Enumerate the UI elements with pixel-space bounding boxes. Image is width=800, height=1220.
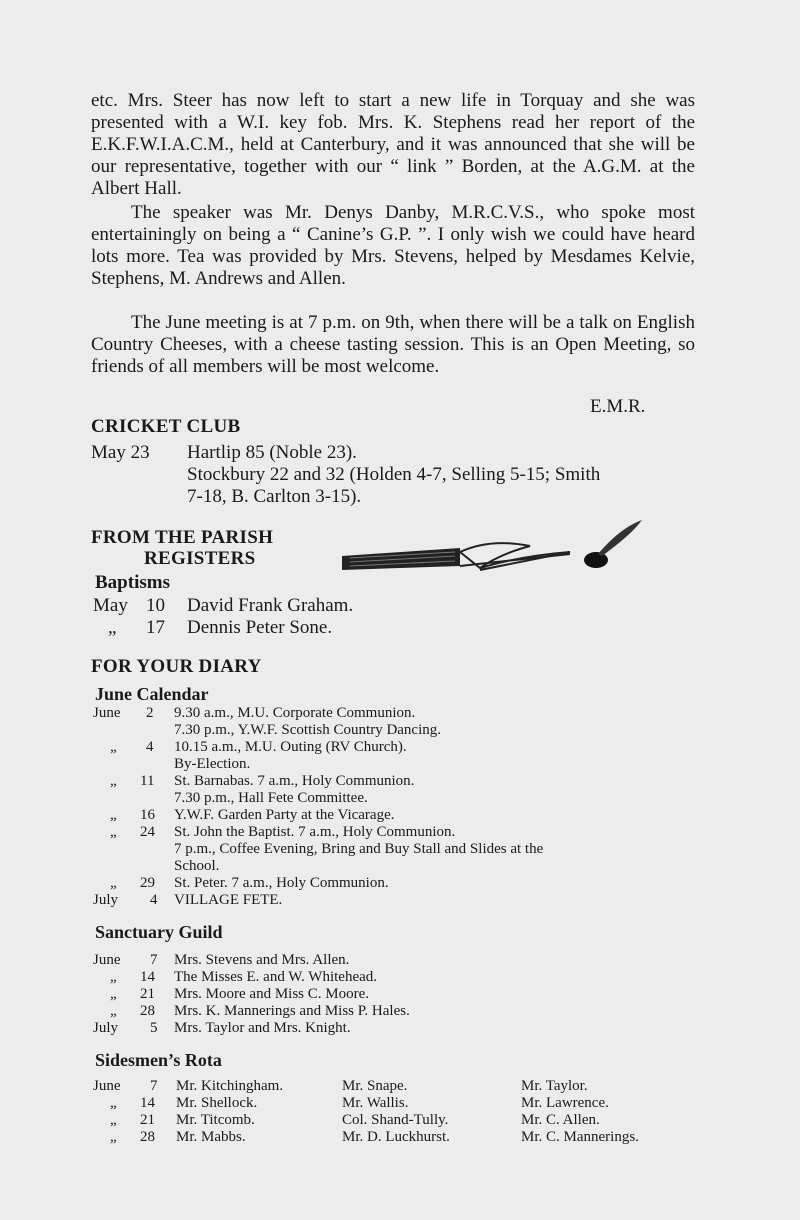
sidesmen-rota-heading: Sidesmen’s Rota: [95, 1050, 222, 1070]
guild-day: 28: [140, 1003, 155, 1019]
book-and-quill-icon: [340, 518, 650, 578]
registers-heading-2: REGISTERS: [144, 548, 256, 569]
guild-entry: Mrs. Stevens and Mrs. Allen.: [174, 952, 350, 968]
rota-month: „: [110, 1095, 117, 1111]
calendar-entry: 9.30 a.m., M.U. Corporate Communion.: [174, 705, 416, 721]
baptism-month: May: [93, 595, 128, 616]
guild-entry: Mrs. Taylor and Mrs. Knight.: [174, 1020, 351, 1036]
guild-entry: The Misses E. and W. Whitehead.: [174, 969, 378, 985]
intro-paragraph-1: etc. Mrs. Steer has now left to start a new life in Torquay and she was presented with a W.I. key fob. Mrs. K. Stephens read her report of the E.K.F.W.I.A.C.M., held at Canterbury, and it was announced that she will be our representative, together with our “ link ” Borden, at the A.G.M. at the Albert Hall.: [91, 90, 695, 199]
guild-month: June: [93, 952, 121, 968]
rota-name-c: Mr. Taylor.: [521, 1078, 588, 1094]
registers-heading-1: FROM THE PARISH: [91, 527, 274, 548]
calendar-entry: By-Election.: [174, 756, 251, 772]
rota-name-b: Mr. Snape.: [342, 1078, 408, 1094]
calendar-month: „: [110, 807, 117, 823]
calendar-day: 16: [140, 807, 155, 823]
baptism-day: 17: [146, 617, 165, 638]
calendar-entry: 7 p.m., Coffee Evening, Bring and Buy Stall and Slides at the: [174, 841, 544, 857]
cricket-line-2: Stockbury 22 and 32 (Holden 4-7, Selling 5-15; Smith: [187, 464, 601, 485]
guild-day: 5: [150, 1020, 158, 1036]
diary-heading: FOR YOUR DIARY: [91, 656, 262, 677]
cricket-line-3: 7-18, B. Carlton 3-15).: [187, 486, 362, 507]
rota-name-c: Mr. C. Mannerings.: [521, 1129, 639, 1145]
calendar-entry: 7.30 p.m., Y.W.F. Scottish Country Dancing.: [174, 722, 442, 738]
calendar-day: 4: [150, 892, 158, 908]
intro-paragraph-2: [91, 202, 695, 290]
intro-paragraph-2-text: The speaker was Mr. Denys Danby, M.R.C.V.S., who spoke most entertainingly on being a “ Canine’s G.P. ”. I only wish we could have heard lots more. Tea was provided by Mrs. Stevens, helped by Mesdames Kelvie, Stephens, M. Andrews and Allen.: [91, 202, 695, 289]
baptism-month: „: [108, 617, 117, 638]
calendar-entry: St. Barnabas. 7 a.m., Holy Communion.: [174, 773, 415, 789]
calendar-month: July: [93, 892, 119, 908]
rota-name-a: Mr. Kitchingham.: [176, 1078, 284, 1094]
calendar-day: 24: [140, 824, 155, 840]
calendar-entry: 7.30 p.m., Hall Fete Committee.: [174, 790, 368, 806]
calendar-day: 2: [146, 705, 154, 721]
rota-month: June: [93, 1078, 121, 1094]
rota-day: 21: [140, 1112, 155, 1128]
calendar-month: „: [110, 875, 117, 891]
calendar-day: 29: [140, 875, 155, 891]
calendar-month: June: [93, 705, 121, 721]
baptism-name: Dennis Peter Sone.: [187, 617, 333, 638]
rota-name-b: Col. Shand-Tully.: [342, 1112, 449, 1128]
signature: E.M.R.: [590, 396, 646, 417]
rota-month: „: [110, 1112, 117, 1128]
guild-entry: Mrs. K. Mannerings and Miss P. Hales.: [174, 1003, 410, 1019]
guild-day: 21: [140, 986, 155, 1002]
calendar-entry: 10.15 a.m., M.U. Outing (RV Church).: [174, 739, 407, 755]
intro-paragraph-3: [91, 312, 695, 378]
guild-day: 7: [150, 952, 158, 968]
baptism-name: David Frank Graham.: [187, 595, 354, 616]
rota-name-a: Mr. Titcomb.: [176, 1112, 255, 1128]
cricket-date: May 23: [91, 442, 150, 463]
guild-month: „: [110, 1003, 117, 1019]
rota-month: „: [110, 1129, 117, 1145]
calendar-heading: June Calendar: [95, 684, 209, 704]
calendar-entry: School.: [174, 858, 220, 874]
rota-name-a: Mr. Mabbs.: [176, 1129, 246, 1145]
guild-day: 14: [140, 969, 155, 985]
cricket-heading: CRICKET CLUB: [91, 416, 241, 437]
calendar-month: „: [110, 739, 117, 755]
calendar-entry: St. Peter. 7 a.m., Holy Communion.: [174, 875, 389, 891]
calendar-day: 11: [140, 773, 155, 789]
intro-paragraph-3-text: The June meeting is at 7 p.m. on 9th, when there will be a talk on English Country Cheeses, with a cheese tasting session. This is an Open Meeting, so friends of all members will be most welcome.: [91, 312, 695, 377]
guild-month: July: [93, 1020, 119, 1036]
sanctuary-guild-heading: Sanctuary Guild: [95, 922, 223, 942]
baptism-day: 10: [146, 595, 165, 616]
rota-name-c: Mr. Lawrence.: [521, 1095, 609, 1111]
calendar-day: 4: [146, 739, 154, 755]
calendar-entry: St. John the Baptist. 7 a.m., Holy Communion.: [174, 824, 456, 840]
rota-day: 14: [140, 1095, 155, 1111]
rota-day: 28: [140, 1129, 155, 1145]
calendar-entry: VILLAGE FETE.: [174, 892, 283, 908]
rota-name-b: Mr. D. Luckhurst.: [342, 1129, 450, 1145]
rota-name-c: Mr. C. Allen.: [521, 1112, 600, 1128]
guild-month: „: [110, 986, 117, 1002]
baptisms-heading: Baptisms: [95, 572, 170, 593]
rota-name-b: Mr. Wallis.: [342, 1095, 409, 1111]
cricket-line-1: Hartlip 85 (Noble 23).: [187, 442, 357, 463]
calendar-month: „: [110, 824, 117, 840]
guild-entry: Mrs. Moore and Miss C. Moore.: [174, 986, 369, 1002]
calendar-month: „: [110, 773, 117, 789]
guild-month: „: [110, 969, 117, 985]
rota-day: 7: [150, 1078, 158, 1094]
calendar-entry: Y.W.F. Garden Party at the Vicarage.: [174, 807, 395, 823]
rota-name-a: Mr. Shellock.: [176, 1095, 258, 1111]
